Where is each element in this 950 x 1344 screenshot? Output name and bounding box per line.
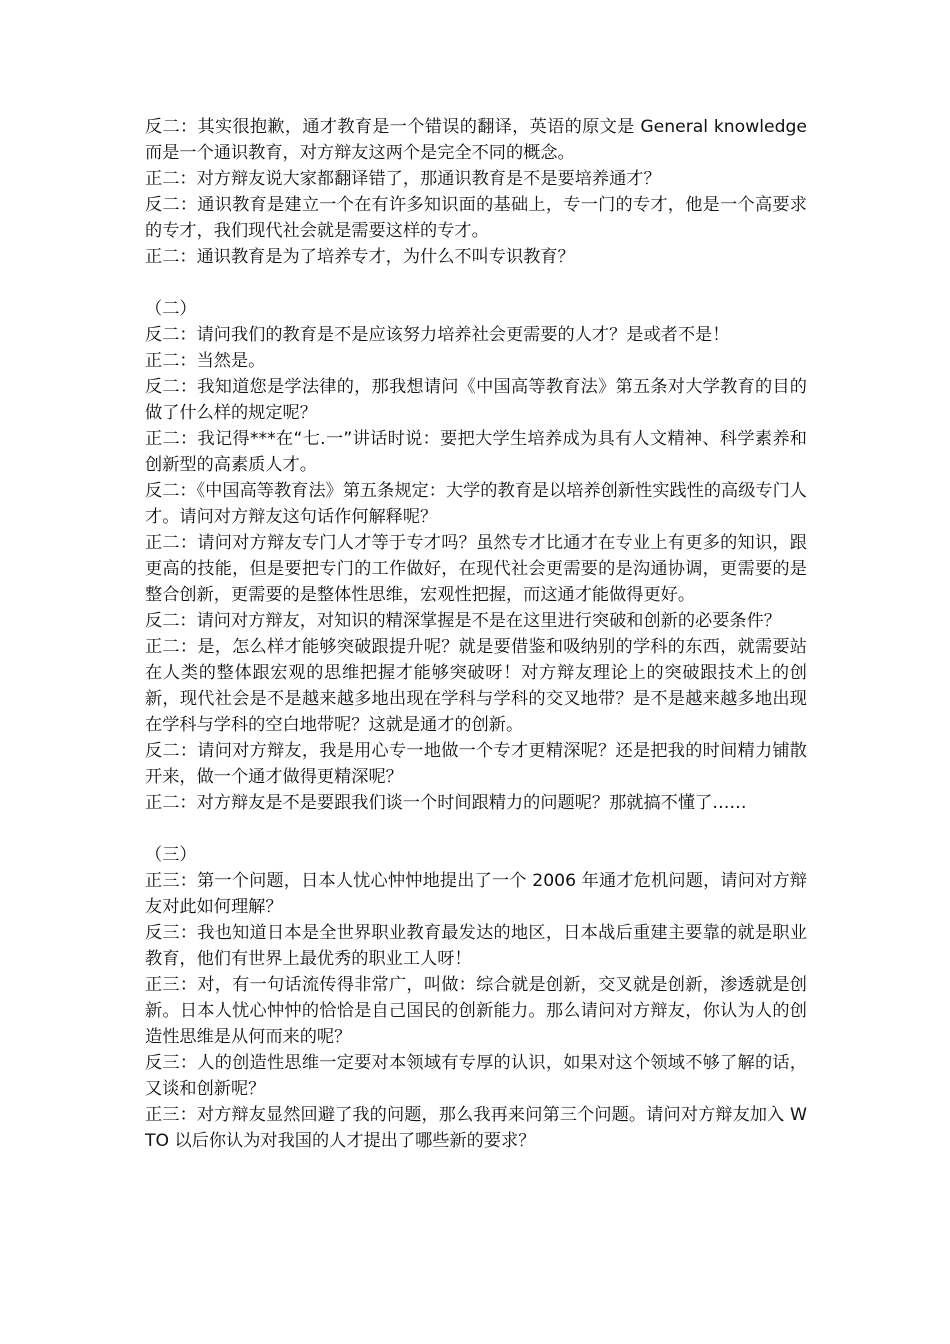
dialogue-line: 正二：我记得***在“七.一”讲话时说：要把大学生培养成为具有人文精神、科学素养和创新型的高素质人才。	[145, 429, 807, 475]
dialogue-line: 正二：对方辩友说大家都翻译错了，那通识教育是不是要培养通才？	[145, 169, 661, 189]
dialogue-line: 正二：是，怎么样才能够突破跟提升呢？就是要借鉴和吸纳别的学科的东西，就需要站在人类的整体跟宏观的思维把握才能够突破呀！对方辩友理论上的突破跟技术上的创新，现代社会是不是越来越多地出现在学科与学科的交叉地带？是不是越来越多地出现在学科与学科的空白地带呢？这就是通才的创新。	[145, 637, 807, 735]
section-1	[145, 114, 807, 270]
dialogue-line: 反二：请问我们的教育是不是应该努力培养社会更需要的人才？是或者不是！	[145, 325, 730, 345]
dialogue-line: 正二：请问对方辩友专门人才等于专才吗？虽然专才比通才在专业上有更多的知识，跟更高的技能，但是要把专门的工作做好，在现代社会更需要的是沟通协调，更需要的是整合创新，更需要的是整体性思维，宏观性把握，而这通才能做得更好。	[145, 533, 807, 605]
dialogue-line: 反三：我也知道日本是全世界职业教育最发达的地区，日本战后重建主要靠的就是职业教育，他们有世界上最优秀的职业工人呀！	[145, 923, 807, 969]
dialogue-line: 反二：我知道您是学法律的，那我想请问《中国高等教育法》第五条对大学教育的目的做了什么样的规定呢？	[145, 377, 807, 423]
dialogue-line: 反二：通识教育是建立一个在有许多知识面的基础上，专一门的专才，他是一个高要求的专才，我们现代社会就是需要这样的专才。	[145, 195, 807, 241]
section-heading: （二）	[145, 299, 197, 319]
dialogue-line: 正二：当然是。	[145, 351, 266, 371]
section-heading: （三）	[145, 845, 197, 865]
dialogue-line: 反二：《中国高等教育法》第五条规定：大学的教育是以培养创新性实践性的高级专门人才。请问对方辩友这句话作何解释呢？	[145, 481, 807, 527]
section-3	[145, 842, 807, 1154]
dialogue-line: 正二：对方辩友是不是要跟我们谈一个时间跟精力的问题呢？那就搞不懂了……	[145, 793, 747, 813]
dialogue-line: 正三：第一个问题，日本人忧心忡忡地提出了一个 2006 年通才危机问题，请问对方辩友对此如何理解？	[145, 871, 807, 917]
dialogue-line: 反三：人的创造性思维一定要对本领域有专厚的认识，如果对这个领域不够了解的话，又谈和创新呢？	[145, 1053, 807, 1099]
section-2	[145, 296, 807, 816]
dialogue-line: 正三：对方辩友显然回避了我的问题，那么我再来问第三个问题。请问对方辩友加入 WTO 以后你认为对我国的人才提出了哪些新的要求？	[145, 1105, 807, 1151]
dialogue-line: 正二：通识教育是为了培养专才，为什么不叫专识教育？	[145, 247, 575, 267]
dialogue-line: 反二：请问对方辩友，对知识的精深掌握是不是在这里进行突破和创新的必要条件？	[145, 611, 781, 631]
document-page	[145, 114, 807, 1154]
dialogue-line: 正三：对，有一句话流传得非常广，叫做：综合就是创新，交叉就是创新，渗透就是创新。日本人忧心忡忡的恰恰是自己国民的创新能力。那么请问对方辩友，你认为人的创造性思维是从何而来的呢？	[145, 975, 807, 1047]
dialogue-line: 反二：其实很抱歉，通才教育是一个错误的翻译，英语的原文是 General knowledge 而是一个通识教育，对方辩友这两个是完全不同的概念。	[145, 117, 807, 163]
dialogue-line: 反二：请问对方辩友，我是用心专一地做一个专才更精深呢？还是把我的时间精力铺散开来，做一个通才做得更精深呢？	[145, 741, 807, 787]
